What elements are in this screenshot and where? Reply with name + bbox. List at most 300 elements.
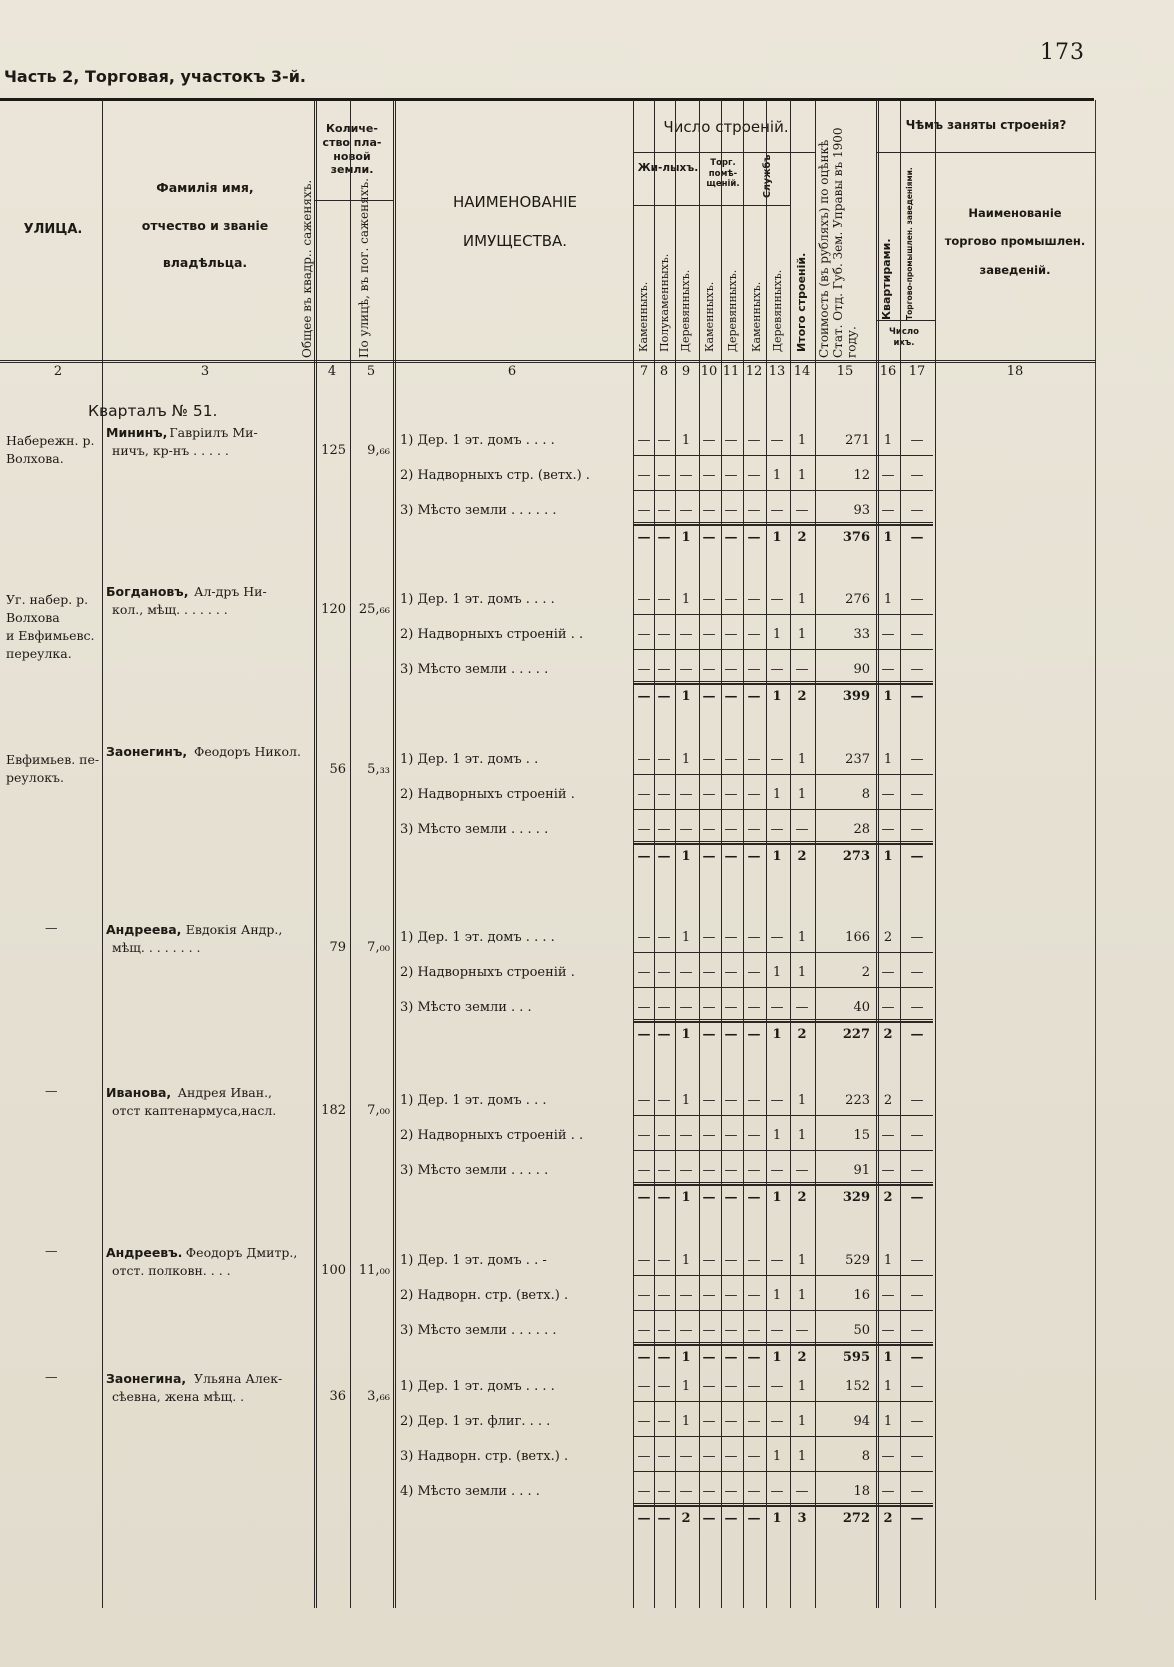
property-item: 3) Мѣсто земли . . . . . xyxy=(400,662,549,677)
owner-surname: Богдановъ, xyxy=(106,584,189,599)
building-count: — xyxy=(770,1163,784,1178)
building-count: — xyxy=(679,1288,693,1303)
total-count: 2 xyxy=(681,1511,691,1526)
building-count: — xyxy=(637,1288,651,1303)
header-value: Стоимость (въ рубляхъ) по оцѣнкѣ Стат. Отд. Губ. Зем. Управы въ 1900 году. xyxy=(817,127,859,358)
total-count: — xyxy=(637,530,651,545)
building-count: — xyxy=(702,787,716,802)
apartments-count: — xyxy=(881,468,895,483)
building-count: — xyxy=(702,592,716,607)
building-count: — xyxy=(637,1128,651,1143)
street-name: Уг. набер. р. xyxy=(6,592,89,607)
column-number: 7 xyxy=(639,364,649,379)
column-rule xyxy=(815,100,816,1608)
building-count: — xyxy=(795,1000,809,1015)
street-name: Набережн. р. xyxy=(6,433,95,448)
building-count: — xyxy=(724,965,738,980)
value-cell: 93 xyxy=(853,503,870,518)
building-count: — xyxy=(657,1449,671,1464)
header-trade: Торг. помѣ-щеній. xyxy=(706,158,740,190)
building-count: — xyxy=(747,1414,761,1429)
header-col-wooden: Деревянныхъ. xyxy=(679,269,692,352)
building-count: — xyxy=(747,1093,761,1108)
total-count: — xyxy=(657,849,671,864)
column-number: 10 xyxy=(700,364,718,379)
building-count: — xyxy=(702,468,716,483)
total-count: 1 xyxy=(772,689,782,704)
street-name: Волхова xyxy=(6,610,60,625)
building-count: — xyxy=(637,1000,651,1015)
column-number: 9 xyxy=(681,364,691,379)
property-item: 3) Мѣсто земли . . . . . . xyxy=(400,1323,557,1338)
total-count: 2 xyxy=(797,1190,807,1205)
building-count: 1 xyxy=(797,1253,807,1268)
building-count: — xyxy=(637,1323,651,1338)
building-count: — xyxy=(747,662,761,677)
building-count: 1 xyxy=(797,1414,807,1429)
item-rule xyxy=(633,1310,933,1311)
building-count: 1 xyxy=(681,930,691,945)
total-count: — xyxy=(702,689,716,704)
total-value: 399 xyxy=(842,689,870,704)
building-count: 1 xyxy=(797,1288,807,1303)
building-count: — xyxy=(702,930,716,945)
building-count: 1 xyxy=(772,1449,782,1464)
building-count: — xyxy=(724,822,738,837)
total-rule xyxy=(633,522,933,525)
total-value: 227 xyxy=(842,1027,870,1042)
building-count: — xyxy=(637,1414,651,1429)
building-count: — xyxy=(724,1288,738,1303)
value-cell: 8 xyxy=(861,787,870,802)
total-rule xyxy=(633,1182,933,1185)
total-count: 1 xyxy=(681,1350,691,1365)
building-count: 1 xyxy=(797,627,807,642)
apartments-count: — xyxy=(881,627,895,642)
total-count: — xyxy=(637,689,651,704)
building-count: — xyxy=(747,930,761,945)
section-title: Кварталъ № 51. xyxy=(88,402,218,420)
item-rule xyxy=(633,525,933,526)
building-count: 1 xyxy=(797,1449,807,1464)
apartments-count: — xyxy=(881,503,895,518)
total-trade: — xyxy=(910,849,924,864)
building-count: — xyxy=(679,662,693,677)
building-count: — xyxy=(747,822,761,837)
street-name: переулка. xyxy=(6,646,72,661)
column-rule xyxy=(790,100,791,1608)
total-apartments: 2 xyxy=(883,1027,893,1042)
header-land-street: По улицѣ, въ пог. саженяхъ. xyxy=(357,178,371,358)
building-count: — xyxy=(657,965,671,980)
owner-surname: Мининъ, xyxy=(106,425,168,440)
total-count: — xyxy=(657,530,671,545)
total-apartments: 2 xyxy=(883,1190,893,1205)
total-count: — xyxy=(702,1027,716,1042)
building-count: — xyxy=(702,1414,716,1429)
header-col-halfstone: Полукаменныхъ. xyxy=(658,253,671,352)
building-count: — xyxy=(724,1128,738,1143)
owner-detail: Ульяна Алек- xyxy=(194,1371,283,1386)
item-rule xyxy=(633,1345,933,1346)
owner-detail: Ал-дръ Ни- xyxy=(194,584,267,599)
column-rule xyxy=(102,100,103,1608)
item-rule xyxy=(633,490,933,491)
street-frontage: 3,₆₆ xyxy=(367,1389,390,1404)
building-count: — xyxy=(724,627,738,642)
total-count: — xyxy=(637,1511,651,1526)
building-count: — xyxy=(702,1253,716,1268)
total-count: — xyxy=(657,1350,671,1365)
trade-count: — xyxy=(910,662,924,677)
building-count: — xyxy=(747,503,761,518)
building-count: 1 xyxy=(797,592,807,607)
total-count: — xyxy=(637,1350,651,1365)
building-count: — xyxy=(770,752,784,767)
building-count: — xyxy=(747,1000,761,1015)
total-count: — xyxy=(657,1027,671,1042)
value-cell: 15 xyxy=(853,1128,870,1143)
building-count: — xyxy=(702,1288,716,1303)
column-rule xyxy=(350,100,351,1608)
value-cell: 529 xyxy=(845,1253,870,1268)
trade-count: — xyxy=(910,822,924,837)
building-count: — xyxy=(795,822,809,837)
total-count: — xyxy=(724,689,738,704)
value-cell: 8 xyxy=(861,1449,870,1464)
total-count: — xyxy=(747,1350,761,1365)
building-count: 1 xyxy=(797,752,807,767)
total-count: — xyxy=(747,1027,761,1042)
owner-surname: Заонегина, xyxy=(106,1371,187,1386)
building-count: — xyxy=(679,468,693,483)
total-count: 2 xyxy=(797,849,807,864)
building-count: — xyxy=(770,503,784,518)
building-count: — xyxy=(637,930,651,945)
property-item: 3) Мѣсто земли . . . xyxy=(400,1000,532,1015)
building-count: — xyxy=(657,1163,671,1178)
building-count: — xyxy=(724,1253,738,1268)
building-count: — xyxy=(747,1449,761,1464)
column-number: 3 xyxy=(200,364,210,379)
total-apartments: 1 xyxy=(883,849,893,864)
building-count: — xyxy=(747,1484,761,1499)
building-count: — xyxy=(637,822,651,837)
street-name: — xyxy=(45,1083,58,1098)
building-count: 1 xyxy=(797,433,807,448)
trade-count: — xyxy=(910,1379,924,1394)
owner-detail: Гаврiилъ Ми- xyxy=(169,425,258,440)
building-count: — xyxy=(657,1128,671,1143)
owner-detail: ничъ, кр-нъ . . . . . xyxy=(112,443,229,458)
owner-detail: сѣевна, жена мѣщ. . xyxy=(112,1389,245,1404)
total-count: — xyxy=(702,1511,716,1526)
building-count: 1 xyxy=(772,787,782,802)
trade-count: — xyxy=(910,965,924,980)
item-rule xyxy=(633,1506,933,1507)
apartments-count: — xyxy=(881,1449,895,1464)
building-count: — xyxy=(702,503,716,518)
building-count: — xyxy=(747,965,761,980)
item-rule xyxy=(633,809,933,810)
building-count: — xyxy=(657,787,671,802)
owner-detail: Феодоръ Дмитр., xyxy=(185,1245,298,1260)
apartments-count: — xyxy=(881,1323,895,1338)
street-name: реулокъ. xyxy=(6,770,64,785)
value-cell: 152 xyxy=(845,1379,870,1394)
building-count: — xyxy=(679,627,693,642)
building-count: — xyxy=(724,503,738,518)
property-item: 2) Надворныхъ стр. (ветх.) . xyxy=(400,468,590,483)
trade-count: — xyxy=(910,433,924,448)
total-count: 1 xyxy=(772,1511,782,1526)
item-rule xyxy=(633,649,933,650)
building-count: — xyxy=(747,627,761,642)
street-name: и Евфимьевс. xyxy=(6,628,95,643)
building-count: — xyxy=(679,1449,693,1464)
building-count: — xyxy=(702,1128,716,1143)
column-number: 4 xyxy=(327,364,337,379)
property-item: 1) Дер. 1 эт. домъ . . . . xyxy=(400,592,555,607)
land-area: 120 xyxy=(321,602,346,617)
item-rule xyxy=(633,1185,933,1186)
total-rule xyxy=(633,681,933,684)
building-count: 1 xyxy=(797,1093,807,1108)
item-rule xyxy=(633,684,933,685)
total-apartments: 1 xyxy=(883,689,893,704)
building-count: — xyxy=(637,627,651,642)
column-number: 8 xyxy=(659,364,669,379)
property-item: 2) Надворныхъ строеній . xyxy=(400,787,575,802)
header-property-line: НАИМЕНОВАНІЕ xyxy=(453,193,577,211)
owner-detail: кол., мѣщ. . . . . . . xyxy=(112,602,228,617)
building-count: 1 xyxy=(772,1288,782,1303)
total-count: — xyxy=(747,689,761,704)
value-cell: 166 xyxy=(845,930,870,945)
header-apartments: Квартирами. xyxy=(880,238,893,320)
header-land: Количе-ство пла-новой земли. xyxy=(322,122,382,177)
value-cell: 18 xyxy=(853,1484,870,1499)
property-item: 3) Мѣсто земли . . . . . xyxy=(400,822,549,837)
right-edge-rule xyxy=(1095,100,1096,1600)
trade-count: — xyxy=(910,1093,924,1108)
apartments-count: — xyxy=(881,1000,895,1015)
value-cell: 94 xyxy=(853,1414,870,1429)
building-count: — xyxy=(702,433,716,448)
total-count: 1 xyxy=(681,1190,691,1205)
total-count: 1 xyxy=(772,1027,782,1042)
trade-count: — xyxy=(910,592,924,607)
value-cell: 237 xyxy=(845,752,870,767)
item-rule xyxy=(633,455,933,456)
property-item: 3) Мѣсто земли . . . . . . xyxy=(400,503,557,518)
building-count: — xyxy=(724,1163,738,1178)
total-rule xyxy=(633,841,933,844)
header-col-total: Итого строеній. xyxy=(795,252,808,352)
header-occupied: Чѣмъ заняты строенія? xyxy=(905,118,1067,132)
street-name: — xyxy=(45,920,58,935)
building-count: — xyxy=(770,1484,784,1499)
item-rule xyxy=(633,1471,933,1472)
building-count: — xyxy=(657,1000,671,1015)
trade-count: — xyxy=(910,1288,924,1303)
header-col-trade-stone: Каменныхъ. xyxy=(703,281,716,352)
building-count: — xyxy=(679,787,693,802)
street-frontage: 7,₀₀ xyxy=(367,1103,390,1118)
building-count: — xyxy=(637,433,651,448)
trade-count: — xyxy=(910,1484,924,1499)
building-count: — xyxy=(702,662,716,677)
building-count: — xyxy=(637,1163,651,1178)
building-count: — xyxy=(795,1323,809,1338)
value-cell: 91 xyxy=(853,1163,870,1178)
building-count: — xyxy=(724,592,738,607)
item-rule xyxy=(633,1436,933,1437)
column-number: 14 xyxy=(793,364,811,379)
header-owner-line: владѣльца. xyxy=(162,255,248,271)
value-cell: 271 xyxy=(845,433,870,448)
land-area: 100 xyxy=(321,1263,346,1278)
building-count: — xyxy=(657,627,671,642)
property-item: 2) Дер. 1 эт. флиг. . . . xyxy=(400,1414,551,1429)
header-col-service-wooden: Деревянныхъ. xyxy=(771,269,784,352)
column-number: 5 xyxy=(366,364,376,379)
total-count: 3 xyxy=(797,1511,807,1526)
property-item: 1) Дер. 1 эт. домъ . . xyxy=(400,752,539,767)
building-count: — xyxy=(637,752,651,767)
property-item: 2) Надворныхъ строеній . xyxy=(400,965,575,980)
header-bottom-rule xyxy=(0,360,1096,363)
building-count: — xyxy=(679,1484,693,1499)
property-item: 1) Дер. 1 эт. домъ . . . . xyxy=(400,1379,555,1394)
building-count: 1 xyxy=(772,627,782,642)
property-item: 2) Надворн. стр. (ветх.) . xyxy=(400,1288,569,1303)
total-count: — xyxy=(747,1190,761,1205)
building-count: — xyxy=(770,433,784,448)
item-rule xyxy=(633,1401,933,1402)
page-number: 173 xyxy=(1040,40,1085,65)
column-number: 17 xyxy=(908,364,926,379)
value-cell: 50 xyxy=(853,1323,870,1338)
building-count: — xyxy=(702,1323,716,1338)
value-cell: 40 xyxy=(853,1000,870,1015)
trade-count: — xyxy=(910,503,924,518)
total-count: — xyxy=(724,1511,738,1526)
building-count: — xyxy=(747,1163,761,1178)
building-count: — xyxy=(747,1379,761,1394)
total-count: 1 xyxy=(772,1190,782,1205)
building-count: — xyxy=(657,1253,671,1268)
header-subrule xyxy=(633,152,815,153)
building-count: — xyxy=(702,1000,716,1015)
value-cell: 12 xyxy=(853,468,870,483)
total-count: — xyxy=(637,1027,651,1042)
header-col-trade-wooden: Деревянныхъ. xyxy=(726,269,739,352)
total-rule xyxy=(633,1503,933,1506)
header-property-line: ИМУЩЕСТВА. xyxy=(462,231,568,250)
street-name: Евфимьев. пе- xyxy=(6,752,100,767)
building-count: 1 xyxy=(681,1379,691,1394)
total-apartments: 1 xyxy=(883,1350,893,1365)
header-est-line: торгово промышлен. xyxy=(944,234,1086,249)
header-owner-line: отчество и званіе xyxy=(141,217,269,233)
value-cell: 16 xyxy=(853,1288,870,1303)
item-rule xyxy=(633,1150,933,1151)
building-count: — xyxy=(747,1288,761,1303)
property-item: 3) Надворн. стр. (ветх.) . xyxy=(400,1449,569,1464)
building-count: — xyxy=(657,1379,671,1394)
building-count: — xyxy=(724,1093,738,1108)
apartments-count: 2 xyxy=(883,1093,893,1108)
building-count: — xyxy=(679,1323,693,1338)
total-count: — xyxy=(747,530,761,545)
total-trade: — xyxy=(910,1511,924,1526)
total-count: 2 xyxy=(797,1350,807,1365)
header-street: УЛИЦА. xyxy=(23,222,83,237)
item-rule xyxy=(633,1275,933,1276)
total-count: 1 xyxy=(681,530,691,545)
building-count: — xyxy=(747,1253,761,1268)
item-rule xyxy=(633,952,933,953)
owner-surname: Андреевъ. xyxy=(106,1245,183,1260)
building-count: 1 xyxy=(681,1093,691,1108)
apartments-count: 1 xyxy=(883,433,893,448)
header-subrule xyxy=(633,205,790,206)
building-count: — xyxy=(657,930,671,945)
owner-surname: Иванова, xyxy=(106,1085,172,1100)
item-rule xyxy=(633,774,933,775)
land-area: 36 xyxy=(329,1389,346,1404)
building-count: — xyxy=(637,468,651,483)
land-area: 182 xyxy=(321,1103,346,1118)
building-count: — xyxy=(637,1253,651,1268)
apartments-count: — xyxy=(881,1163,895,1178)
building-count: 1 xyxy=(681,433,691,448)
total-count: 1 xyxy=(681,1027,691,1042)
building-count: — xyxy=(770,1379,784,1394)
total-value: 376 xyxy=(842,530,870,545)
street-name: Волхова. xyxy=(6,451,64,466)
property-item: 1) Дер. 1 эт. домъ . . - xyxy=(400,1253,547,1268)
total-count: — xyxy=(724,1190,738,1205)
building-count: 1 xyxy=(797,930,807,945)
total-count: 1 xyxy=(772,849,782,864)
total-rule xyxy=(633,1342,933,1345)
apartments-count: 1 xyxy=(883,592,893,607)
building-count: 1 xyxy=(681,592,691,607)
apartments-count: 1 xyxy=(883,1414,893,1429)
total-count: 1 xyxy=(772,530,782,545)
building-count: 1 xyxy=(681,752,691,767)
header-count: Число ихъ. xyxy=(889,327,919,348)
header-subrule xyxy=(876,320,935,321)
building-count: — xyxy=(724,930,738,945)
building-count: — xyxy=(637,787,651,802)
property-item: 1) Дер. 1 эт. домъ . . . . xyxy=(400,433,555,448)
total-value: 329 xyxy=(842,1190,870,1205)
total-count: — xyxy=(724,1350,738,1365)
trade-count: — xyxy=(910,1128,924,1143)
building-count: — xyxy=(770,1253,784,1268)
building-count: — xyxy=(657,1093,671,1108)
building-count: — xyxy=(657,1414,671,1429)
street-frontage: 7,₀₀ xyxy=(367,940,390,955)
property-item: 3) Мѣсто земли . . . . . xyxy=(400,1163,549,1178)
total-value: 595 xyxy=(842,1350,870,1365)
trade-count: — xyxy=(910,1414,924,1429)
total-count: 2 xyxy=(797,689,807,704)
building-count: — xyxy=(770,662,784,677)
